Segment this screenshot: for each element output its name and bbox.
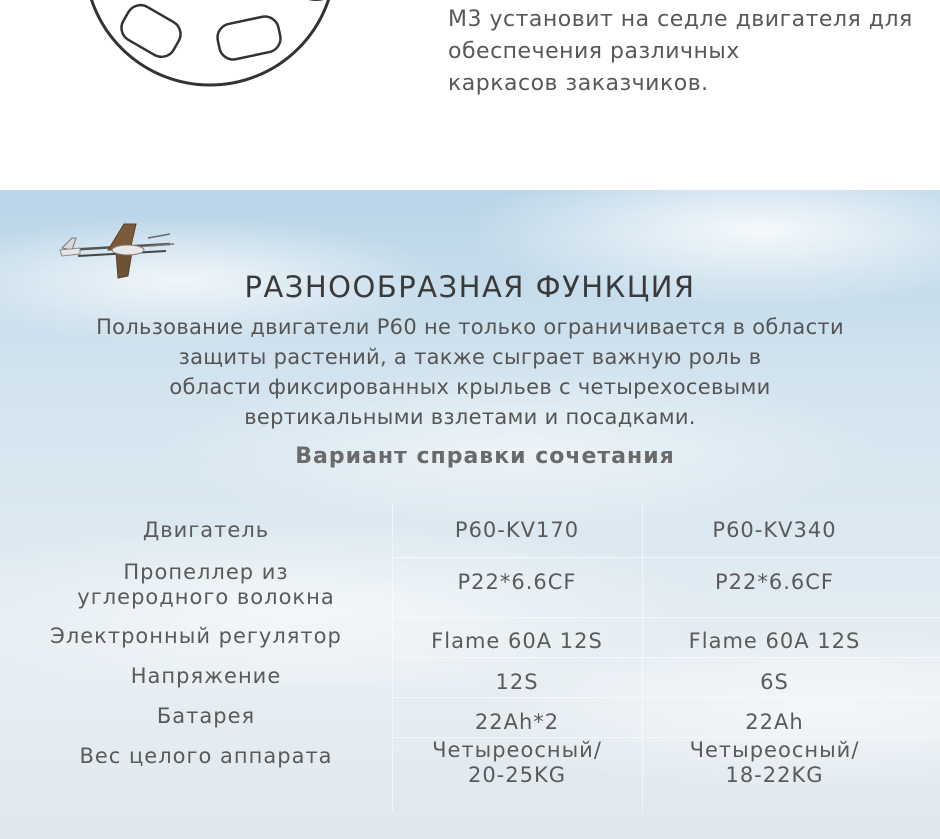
row-label: Напряжение <box>130 664 282 688</box>
row-label-line: Пропеллер из углеродного волокна <box>77 560 335 609</box>
kv170-value: P22*6.6CF <box>457 570 577 594</box>
row-divider <box>392 557 940 558</box>
section-title: РАЗНООБРАЗНАЯ ФУНКЦИЯ <box>244 270 696 304</box>
text-line: области фиксированных крыльев с четырехосевыми <box>169 375 771 399</box>
row-label: Электронный регулятор <box>50 624 342 648</box>
kv170-value: 12S <box>495 670 539 694</box>
motor-mount-description <box>448 4 928 100</box>
text-line: Пользование двигатели P60 не только ограничивается в области <box>96 315 844 339</box>
section-description <box>0 312 940 432</box>
text-line: защиты растений, а также сыграет важную роль в <box>178 345 762 369</box>
kv340-value: Flame 60A 12S <box>688 629 861 653</box>
table-title: Вариант справки сочетания <box>295 444 675 469</box>
kv170-value: Flame 60A 12S <box>431 629 603 653</box>
text-line: вертикальными взлетами и посадками. <box>244 405 696 429</box>
motor-top-view-icon <box>40 0 380 100</box>
kv340-value: Четыреосный/ 18-22KG <box>689 738 860 787</box>
row-label: Двигатель <box>142 518 270 542</box>
text-line: обеспечения различных <box>448 39 740 64</box>
kv340-value: 6S <box>760 670 789 694</box>
kv170-value: P60-KV170 <box>454 518 580 542</box>
kv340-value: P22*6.6CF <box>714 570 835 594</box>
text-line: каркасов заказчиков. <box>448 71 709 96</box>
row-label <box>20 560 392 610</box>
motor-section <box>0 0 940 190</box>
kv340-value: P60-KV340 <box>712 518 837 542</box>
kv170-value: 22Ah*2 <box>474 710 560 734</box>
row-label: Батарея <box>156 704 256 728</box>
row-divider <box>392 697 940 698</box>
row-divider <box>392 657 940 658</box>
row-divider <box>392 617 940 618</box>
text-line: M3 установит на седле двигателя для <box>448 7 913 32</box>
kv340-value: 22Ah <box>745 710 804 734</box>
function-section <box>0 190 940 839</box>
kv170-value: Четыреосный/ 20-25KG <box>432 738 602 787</box>
row-label: Вес целого аппарата <box>79 744 333 768</box>
